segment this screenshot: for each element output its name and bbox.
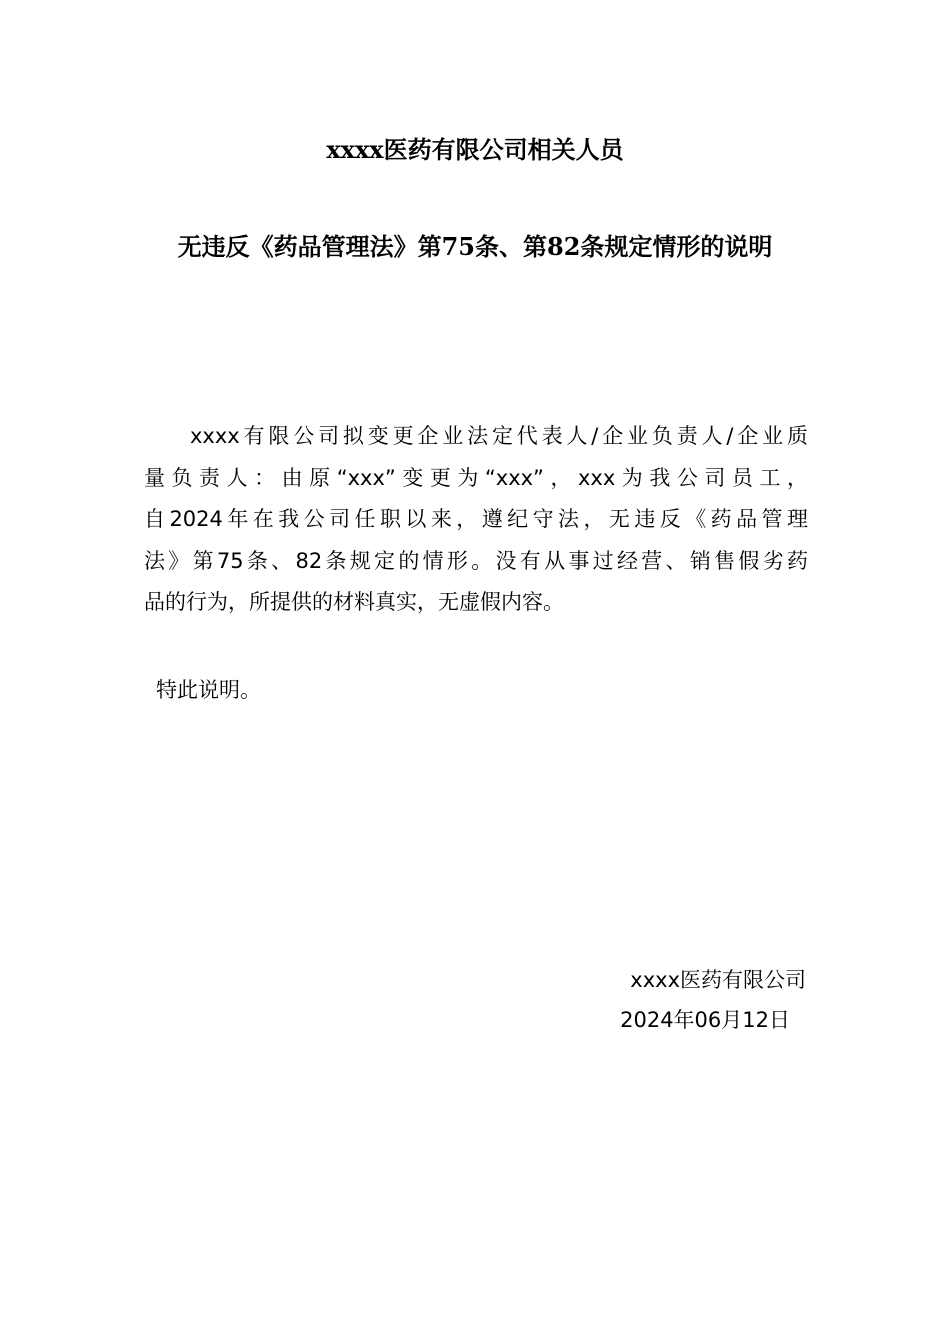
body-line: 量负责人：由原“xxx”变更为“xxx”，xxx为我公司员工， bbox=[144, 465, 808, 490]
signature-company: xxxx医药有限公司 bbox=[630, 968, 806, 992]
body-line: 法》第75条、82条规定的情形。没有从事过经营、销售假劣药 bbox=[144, 548, 808, 573]
body-line: xxxx有限公司拟变更企业法定代表人/企业负责人/企业质 bbox=[190, 424, 808, 448]
document-title: xxxx医药有限公司相关人员 bbox=[326, 135, 624, 164]
body-paragraph bbox=[144, 416, 808, 624]
document-subtitle: 无违反《药品管理法》第75条、第82条规定情形的说明 bbox=[177, 232, 773, 261]
signature-date: 2024年06月12日 bbox=[620, 1008, 790, 1032]
body-line: 自2024年在我公司任职以来，遵纪守法，无违反《药品管理 bbox=[144, 507, 808, 531]
closing-statement: 特此说明。 bbox=[156, 678, 261, 702]
body-line: 品的行为，所提供的材料真实，无虚假内容。 bbox=[144, 590, 564, 614]
